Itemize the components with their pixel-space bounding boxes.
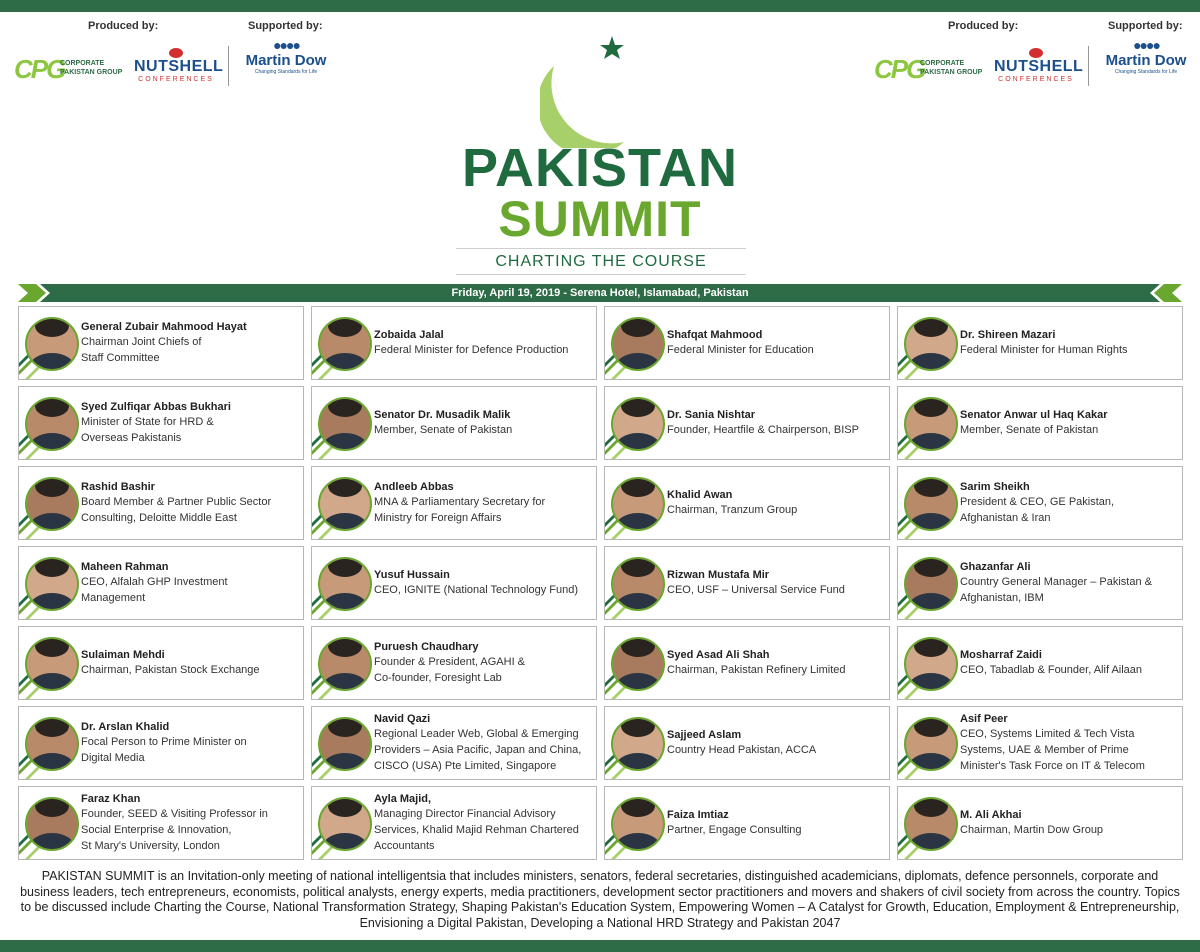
photo-body [908,433,954,451]
photo-body [322,433,368,451]
speaker-text [960,307,1180,379]
speaker-name: Ghazanfar Ali [960,561,1031,573]
speaker-photo [25,317,79,371]
speaker-text [667,787,887,859]
speaker-name: Rashid Bashir [81,481,155,493]
photo-hair [914,397,948,417]
photo-hair [328,317,362,337]
speaker-role: CEO, USF – Universal Service Fund [667,584,845,596]
speaker-name: Sulaiman Mehdi [81,649,165,661]
speaker-text [667,387,887,459]
speaker-text [960,627,1180,699]
speaker-role: Federal Minister for Human Rights [960,344,1128,356]
photo-hair [35,717,69,737]
photo-hair [914,477,948,497]
speaker-photo [318,317,372,371]
martin-dow-logo [1098,38,1194,88]
photo-body [322,513,368,531]
crescent-star-icon [540,18,660,148]
speaker-card [604,546,890,620]
speaker-role: Country Head Pakistan, ACCA [667,744,817,756]
speaker-role: Country General Manager – Pakistan & Afghanistan, IBM [960,576,1152,604]
speaker-card [311,626,597,700]
speaker-photo [611,397,665,451]
photo-hair [35,637,69,657]
speaker-photo [611,557,665,611]
photo-body [29,433,75,451]
speaker-text [374,387,594,459]
speaker-text [81,787,301,859]
speaker-text [374,787,594,859]
speaker-text [960,547,1180,619]
event-title-line2: SUMMIT [498,191,702,247]
speaker-name: Andleeb Abbas [374,481,454,493]
photo-hair [328,717,362,737]
speaker-role: Managing Director Financial Advisory Services, Khalid Majid Rehman Chartered Accountants [374,808,579,852]
photo-hair [35,477,69,497]
martin-dow-tagline: Changing Standards for Life [254,69,318,75]
speaker-card [311,306,597,380]
speaker-photo [611,797,665,851]
produced-by-label: Produced by: [948,20,1019,32]
speaker-photo [904,717,958,771]
photo-hair [914,717,948,737]
photo-body [908,753,954,771]
photo-body [322,673,368,691]
speaker-photo [25,797,79,851]
speaker-card [311,706,597,780]
photo-hair [328,397,362,417]
speaker-text [960,387,1180,459]
speaker-card [18,306,304,380]
photo-hair [621,317,655,337]
photo-hair [35,397,69,417]
photo-hair [35,797,69,817]
speaker-photo [318,557,372,611]
speaker-role: President & CEO, GE Pakistan, Afghanistan & Iran [960,496,1115,524]
speaker-text [81,627,301,699]
martin-dow-dots-icon: ●●●● [273,37,299,53]
photo-hair [621,557,655,577]
supported-by-label: Supported by: [248,20,323,32]
nutshell-logo [994,48,1084,88]
speaker-card [897,306,1183,380]
produced-by-label: Produced by: [88,20,159,32]
martin-dow-name: Martin Dow [1105,52,1187,69]
speaker-card [18,706,304,780]
speaker-role: Minister of State for HRD & Overseas Pakistanis [81,416,214,444]
photo-hair [621,477,655,497]
speaker-name: Senator Dr. Musadik Malik [374,409,511,421]
photo-body [615,433,661,451]
photo-body [322,753,368,771]
speaker-role: CEO, IGNITE (National Technology Fund) [374,584,578,596]
speaker-card [897,786,1183,860]
speaker-role: Focal Person to Prime Minister on Digital Media [81,736,247,764]
logo-divider [228,46,229,86]
speaker-photo [318,477,372,531]
speaker-name: Faiza Imtiaz [667,809,729,821]
photo-hair [35,557,69,577]
speaker-photo [25,397,79,451]
photo-body [29,833,75,851]
speaker-card [897,466,1183,540]
speaker-photo [904,797,958,851]
speaker-card [18,546,304,620]
speaker-card [18,626,304,700]
event-tagline: CHARTING THE COURSE [456,248,746,275]
speaker-photo [318,397,372,451]
speaker-card [311,386,597,460]
speaker-name: Yusuf Hussain [374,569,450,581]
photo-body [615,833,661,851]
speaker-card [18,786,304,860]
speaker-role: CEO, Systems Limited & Tech Vista Systems, UAE & Member of Prime Minister's Task Force on IT & Telecom [960,728,1145,772]
speaker-role: Federal Minister for Education [667,344,814,356]
speaker-name: M. Ali Akhai [960,809,1022,821]
speaker-card [311,466,597,540]
speaker-text [960,707,1180,779]
speaker-name: Syed Asad Ali Shah [667,649,770,661]
speaker-name: Syed Zulfiqar Abbas Bukhari [81,401,231,413]
cpg-logo [874,54,994,84]
photo-body [908,673,954,691]
speaker-role: CEO, Tabadlab & Founder, Alif Ailaan [960,664,1143,676]
photo-hair [328,557,362,577]
speaker-name: Navid Qazi [374,713,431,725]
speaker-text [960,467,1180,539]
speaker-name: Asif Peer [960,713,1008,725]
speaker-name: Zobaida Jalal [374,329,444,341]
speaker-name: Rizwan Mustafa Mir [667,569,770,581]
speaker-photo [904,317,958,371]
event-title-line1: PAKISTAN [462,138,738,198]
bar-chevron-left-icon [18,284,54,302]
speaker-card [604,306,890,380]
speaker-photo [611,317,665,371]
photo-body [615,753,661,771]
martin-dow-logo [238,38,334,88]
logo-divider [1088,46,1089,86]
photo-body [908,593,954,611]
speaker-text [374,627,594,699]
speaker-photo [25,557,79,611]
photo-body [615,593,661,611]
photo-hair [328,637,362,657]
speaker-text [667,707,887,779]
speaker-photo [25,637,79,691]
speaker-text [667,467,887,539]
speaker-photo [904,477,958,531]
speaker-text [81,387,301,459]
nutshell-sub: CONFERENCES [138,76,214,83]
bottom-border [0,940,1200,952]
photo-body [29,513,75,531]
photo-body [615,673,661,691]
speaker-card [897,386,1183,460]
cpg-name: CORPORATE PAKISTAN GROUP [920,60,983,76]
speaker-photo [904,557,958,611]
martin-dow-dots-icon: ●●●● [1133,37,1159,53]
photo-body [908,513,954,531]
speaker-text [667,547,887,619]
speaker-name: Maheen Rahman [81,561,169,573]
speaker-name: Shafqat Mahmood [667,329,763,341]
speaker-text [667,627,887,699]
speaker-card [897,546,1183,620]
speaker-photo [25,717,79,771]
photo-hair [914,637,948,657]
speaker-text [81,307,301,379]
speaker-text [81,467,301,539]
photo-body [322,353,368,371]
speaker-text [374,467,594,539]
speaker-role: Board Member & Partner Public Sector Consulting, Deloitte Middle East [81,496,272,524]
speaker-card [897,626,1183,700]
speaker-name: Sarim Sheikh [960,481,1030,493]
photo-body [29,593,75,611]
speaker-text [81,547,301,619]
speaker-photo [611,477,665,531]
speaker-role: Founder & President, AGAHI & Co-founder, Foresight Lab [374,656,526,684]
speaker-text [374,307,594,379]
photo-body [29,353,75,371]
nutshell-name: NUTSHELL [134,58,224,75]
speaker-text [374,547,594,619]
nutshell-emblem-icon [1029,48,1043,58]
speaker-card [604,786,890,860]
speaker-role: Chairman, Tranzum Group [667,504,798,516]
supported-by-label: Supported by: [1108,20,1183,32]
speaker-name: Faraz Khan [81,793,141,805]
speaker-text [81,707,301,779]
speaker-photo [904,397,958,451]
speaker-photo [25,477,79,531]
photo-body [615,353,661,371]
speaker-photo [904,637,958,691]
speaker-card [18,466,304,540]
speaker-photo [611,717,665,771]
photo-body [322,833,368,851]
photo-hair [621,717,655,737]
speaker-photo [318,797,372,851]
speaker-card [604,626,890,700]
nutshell-sub: CONFERENCES [998,76,1074,83]
speaker-photo [611,637,665,691]
bar-chevron-right-icon [1146,284,1182,302]
nutshell-emblem-icon [169,48,183,58]
photo-hair [35,317,69,337]
cpg-name: CORPORATE PAKISTAN GROUP [60,60,123,76]
speaker-card [18,386,304,460]
photo-body [908,833,954,851]
nutshell-name: NUTSHELL [994,58,1084,75]
speaker-name: Puruesh Chaudhary [374,641,479,653]
speaker-card [604,466,890,540]
speaker-role: Member, Senate of Pakistan [960,424,1099,436]
speaker-name: Dr. Shireen Mazari [960,329,1056,341]
speaker-role: Federal Minister for Defence Production [374,344,569,356]
date-venue-bar: Friday, April 19, 2019 - Serena Hotel, Islamabad, Pakistan [18,284,1182,302]
speaker-name: General Zubair Mahmood Hayat [81,321,247,333]
sponsors-right [874,14,1194,84]
speaker-role: Partner, Engage Consulting [667,824,802,836]
speaker-card [897,706,1183,780]
speaker-card [604,706,890,780]
cpg-mark: CPG [14,54,65,84]
speaker-role: Founder, SEED & Visiting Professor in Social Enterprise & Innovation, St Mary's University, London [81,808,268,852]
speaker-text [374,707,594,779]
speaker-role: Chairman, Martin Dow Group [960,824,1104,836]
speaker-text [667,307,887,379]
sponsors-left [14,14,344,84]
photo-body [615,513,661,531]
speaker-photo [318,637,372,691]
speaker-card [604,386,890,460]
speaker-name: Dr. Sania Nishtar [667,409,756,421]
photo-body [29,673,75,691]
photo-hair [621,397,655,417]
speaker-name: Khalid Awan [667,489,733,501]
speaker-role: Member, Senate of Pakistan [374,424,513,436]
speaker-text [960,787,1180,859]
speaker-name: Dr. Arslan Khalid [81,721,170,733]
cpg-logo [14,54,134,84]
speaker-card [311,546,597,620]
photo-body [322,593,368,611]
photo-hair [914,317,948,337]
speaker-name: Ayla Majid, [374,793,432,805]
speaker-role: Chairman Joint Chiefs of Staff Committee [81,336,202,364]
speaker-photo [318,717,372,771]
photo-hair [328,797,362,817]
photo-body [908,353,954,371]
speaker-role: Chairman, Pakistan Stock Exchange [81,664,260,676]
cpg-mark: CPG [874,54,925,84]
speaker-name: Sajjeed Aslam [667,729,742,741]
speaker-role: Regional Leader Web, Global & Emerging Providers – Asia Pacific, Japan and China, CISCO (USA) Pte Limited, Singapore [374,728,582,772]
photo-body [29,753,75,771]
speaker-card [311,786,597,860]
speaker-role: Founder, Heartfile & Chairperson, BISP [667,424,859,436]
photo-hair [621,637,655,657]
summit-description: PAKISTAN SUMMIT is an Invitation-only meeting of national intelligentsia that includes ministers, senators, federal secretaries, distinguished academicians, diplomats, defence personnels, corporate and business leaders, tech entrepreneurs, economists, political analysts, energy experts, media practitioners, development sector practitioners and movers and shakers of civil society from across the country. Topics to be discussed include Charting the Course, National Transformation Strategy, Shaping Pakistan's Education System, Empowering Women – A Catalyst for Growth, Education, Employment & Entrepreneurship, Envisioning a Digital Pakistan, Developing a National HRD Strategy and Pakistan 2047 [20,869,1180,930]
photo-hair [621,797,655,817]
photo-hair [914,797,948,817]
martin-dow-name: Martin Dow [245,52,327,69]
photo-hair [328,477,362,497]
speaker-name: Senator Anwar ul Haq Kakar [960,409,1108,421]
speaker-name: Mosharraf Zaidi [960,649,1042,661]
photo-hair [914,557,948,577]
speaker-role: Chairman, Pakistan Refinery Limited [667,664,846,676]
speaker-role: MNA & Parliamentary Secretary for Ministry for Foreign Affairs [374,496,546,524]
nutshell-logo [134,48,224,88]
top-border [0,0,1200,12]
martin-dow-tagline: Changing Standards for Life [1114,69,1178,75]
speaker-role: CEO, Alfalah GHP Investment Management [81,576,228,604]
